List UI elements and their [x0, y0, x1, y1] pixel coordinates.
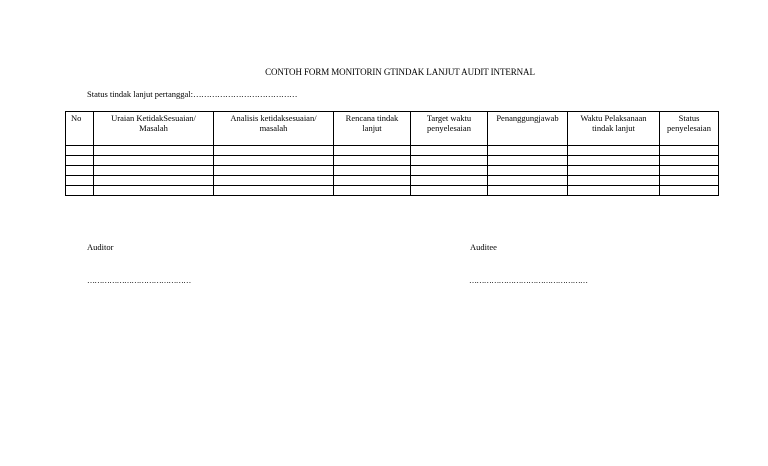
- table-cell: [488, 156, 568, 166]
- table-cell: [94, 166, 214, 176]
- table-cell: [488, 186, 568, 196]
- table-body: [66, 146, 719, 196]
- header-analisis: Analisis ketidaksesuaian/ masalah: [214, 112, 334, 146]
- table-cell: [660, 186, 719, 196]
- status-date-blank: …………………………………: [193, 89, 297, 99]
- table-cell: [214, 166, 334, 176]
- table-cell: [411, 156, 488, 166]
- header-waktu-pelaksanaan: Waktu Pelaksanaan tindak lanjut: [568, 112, 660, 146]
- header-rencana: Rencana tindak lanjut: [334, 112, 411, 146]
- table-cell: [411, 176, 488, 186]
- table-cell: [94, 186, 214, 196]
- table-cell: [66, 156, 94, 166]
- form-title: CONTOH FORM MONITORIN GTINDAK LANJUT AUDIT INTERNAL: [265, 67, 535, 77]
- table-row: [66, 166, 719, 176]
- auditor-label: Auditor: [87, 242, 114, 252]
- monitoring-table: [65, 111, 719, 196]
- status-date-line: [87, 89, 297, 99]
- table-cell: [214, 156, 334, 166]
- header-status: Status penyelesaian: [660, 112, 719, 146]
- header-target-waktu: Target waktu penyelesaian: [411, 112, 488, 146]
- table-row: [66, 186, 719, 196]
- auditor-signature-line: ……………………………………: [87, 276, 191, 285]
- table-cell: [660, 166, 719, 176]
- table-cell: [94, 176, 214, 186]
- table-cell: [214, 186, 334, 196]
- table-cell: [334, 176, 411, 186]
- table-cell: [411, 166, 488, 176]
- status-label: Status tindak lanjut pertanggal:: [87, 89, 193, 99]
- table-cell: [334, 146, 411, 156]
- table-cell: [660, 176, 719, 186]
- table-cell: [568, 166, 660, 176]
- table-cell: [66, 176, 94, 186]
- auditee-signature-line: …………………………………………: [469, 276, 588, 285]
- table-cell: [66, 166, 94, 176]
- table-cell: [488, 176, 568, 186]
- table-cell: [568, 176, 660, 186]
- table-cell: [214, 176, 334, 186]
- table-row: [66, 156, 719, 166]
- table-cell: [568, 146, 660, 156]
- table-cell: [411, 186, 488, 196]
- header-uraian: Uraian KetidakSesuaian/ Masalah: [94, 112, 214, 146]
- table-row: [66, 176, 719, 186]
- table-cell: [411, 146, 488, 156]
- table-cell: [334, 156, 411, 166]
- table-cell: [488, 166, 568, 176]
- table-header-row: [66, 112, 719, 146]
- table-cell: [568, 156, 660, 166]
- table-cell: [94, 146, 214, 156]
- table-cell: [660, 156, 719, 166]
- table-cell: [568, 186, 660, 196]
- table-cell: [488, 146, 568, 156]
- table-cell: [94, 156, 214, 166]
- header-penanggungjawab: Penanggungjawab: [488, 112, 568, 146]
- table-row: [66, 146, 719, 156]
- table-cell: [660, 146, 719, 156]
- table-cell: [66, 146, 94, 156]
- table-cell: [334, 186, 411, 196]
- header-no: No: [66, 112, 94, 146]
- auditee-label: Auditee: [470, 242, 497, 252]
- table-cell: [66, 186, 94, 196]
- table-cell: [334, 166, 411, 176]
- table-cell: [214, 146, 334, 156]
